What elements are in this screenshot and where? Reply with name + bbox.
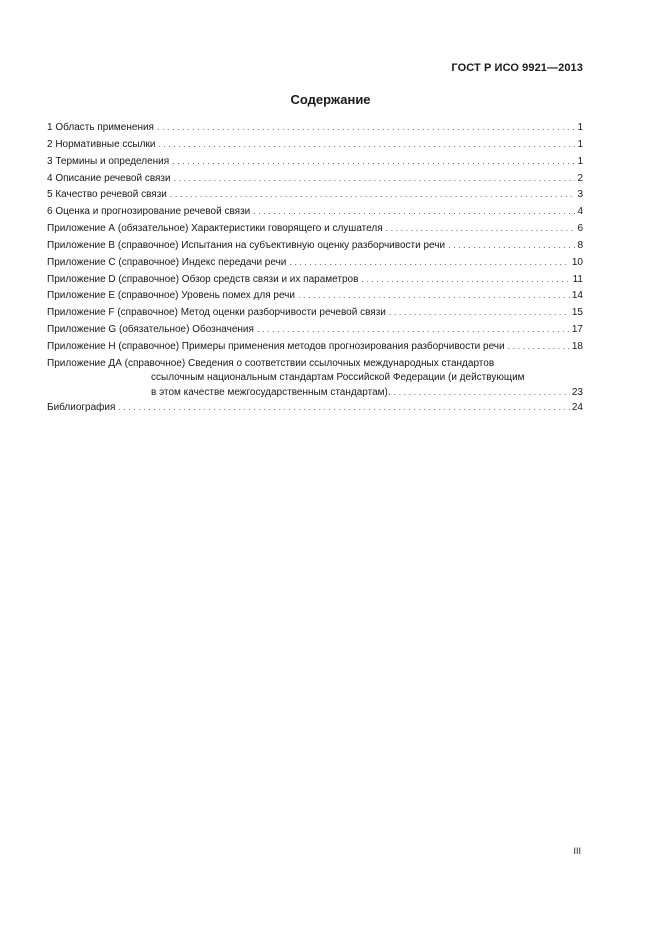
document-code: ГОСТ Р ИСО 9921—2013 [451, 62, 583, 74]
toc-entry-page: 1 [577, 155, 583, 167]
toc-entry-label: 1 Область применения [47, 122, 154, 133]
toc-entry-label: Приложение А (обязательное) Характеристики говорящего и слушателя [47, 223, 383, 235]
toc-entry[interactable] [47, 119, 583, 136]
toc-entry[interactable] [47, 287, 583, 304]
toc-entry[interactable] [47, 237, 583, 254]
table-of-contents [47, 119, 583, 416]
toc-leader-dots [289, 254, 569, 271]
toc-entry-label: 4 Описание речевой связи [47, 172, 171, 184]
toc-entry[interactable] [47, 203, 583, 220]
toc-entry-page: 1 [577, 138, 583, 150]
toc-entry-label: 3 Термины и определения [47, 155, 170, 167]
toc-entry[interactable] [47, 304, 583, 321]
toc-entry[interactable] [47, 220, 583, 237]
toc-entry-multiline[interactable] [47, 357, 583, 399]
toc-entry-page: 24 [571, 401, 583, 413]
toc-leader-dots [257, 321, 570, 338]
toc-leader-dots [118, 399, 569, 416]
toc-entry[interactable] [47, 338, 583, 355]
toc-entry-page: 4 [577, 206, 583, 218]
toc-leader-dots [158, 136, 575, 153]
toc-entry-label: Приложение В (справочное) Испытания на субъективную оценку разборчивости речи [47, 239, 446, 251]
toc-entry-label-line3: в этом качестве межгосударственным стандартам). [151, 386, 391, 398]
toc-entry-page: 3 [577, 189, 583, 201]
toc-entry-label: Приложение F (справочное) Метод оценки разборчивости речевой связи [47, 307, 386, 319]
toc-entry-page: 6 [577, 223, 583, 235]
toc-leader-dots [394, 385, 570, 399]
toc-entry-label: Библиография [47, 401, 116, 413]
toc-leader-dots [508, 338, 570, 355]
toc-entry-page: 1 [577, 122, 583, 133]
toc-entry[interactable] [47, 399, 583, 416]
toc-leader-dots [361, 271, 570, 288]
toc-entry-page: 11 [572, 273, 583, 285]
toc-entry-page: 10 [571, 256, 583, 268]
toc-leader-dots [157, 119, 575, 136]
toc-entry-label: 6 Оценка и прогнозирование речевой связи [47, 206, 251, 218]
toc-entry-page: 2 [577, 172, 583, 184]
toc-entry-label: Приложение D (справочное) Обзор средств связи и их параметров [47, 273, 359, 285]
toc-entry-label-line1: Приложение ДА (справочное) Сведения о соответствии ссылочных международных стандартов [47, 357, 495, 369]
toc-entry-label: Приложение Е (справочное) Уровень помех для речи [47, 290, 295, 302]
toc-entry[interactable] [47, 170, 583, 187]
toc-leader-dots [174, 170, 576, 187]
toc-entry-page: 14 [571, 290, 583, 302]
toc-entry-label: Приложение Н (справочное) Примеры применения методов прогнозирования разборчивости речи [47, 340, 505, 352]
toc-entry-label: 5 Качество речевой связи [47, 189, 167, 201]
toc-entry[interactable] [47, 254, 583, 271]
toc-entry[interactable] [47, 153, 583, 170]
toc-leader-dots [172, 153, 575, 170]
toc-entry-label: Приложение С (справочное) Индекс передачи речи [47, 256, 287, 268]
toc-entry-page: 17 [571, 324, 583, 336]
toc-leader-dots [253, 203, 575, 220]
page-number: III [573, 846, 581, 856]
toc-entry-label-line2: ссылочным национальным стандартам Российской Федерации (и действующим [151, 371, 525, 383]
toc-leader-dots [170, 186, 576, 203]
page-title: Содержание [290, 92, 371, 107]
toc-entry[interactable] [47, 186, 583, 203]
toc-leader-dots [389, 304, 570, 321]
toc-entry-label: Приложение G (обязательное) Обозначения [47, 324, 254, 336]
toc-entry[interactable] [47, 321, 583, 338]
toc-entry[interactable] [47, 271, 583, 288]
toc-leader-dots [386, 220, 576, 237]
toc-entry-label: 2 Нормативные ссылки [47, 138, 156, 150]
toc-leader-dots [298, 287, 570, 304]
toc-leader-dots [448, 237, 575, 254]
toc-entry-page: 18 [571, 340, 583, 352]
toc-entry-page: 23 [571, 386, 583, 398]
toc-entry[interactable] [47, 136, 583, 153]
toc-entry-page: 8 [577, 239, 583, 251]
toc-entry-page: 15 [571, 307, 583, 319]
